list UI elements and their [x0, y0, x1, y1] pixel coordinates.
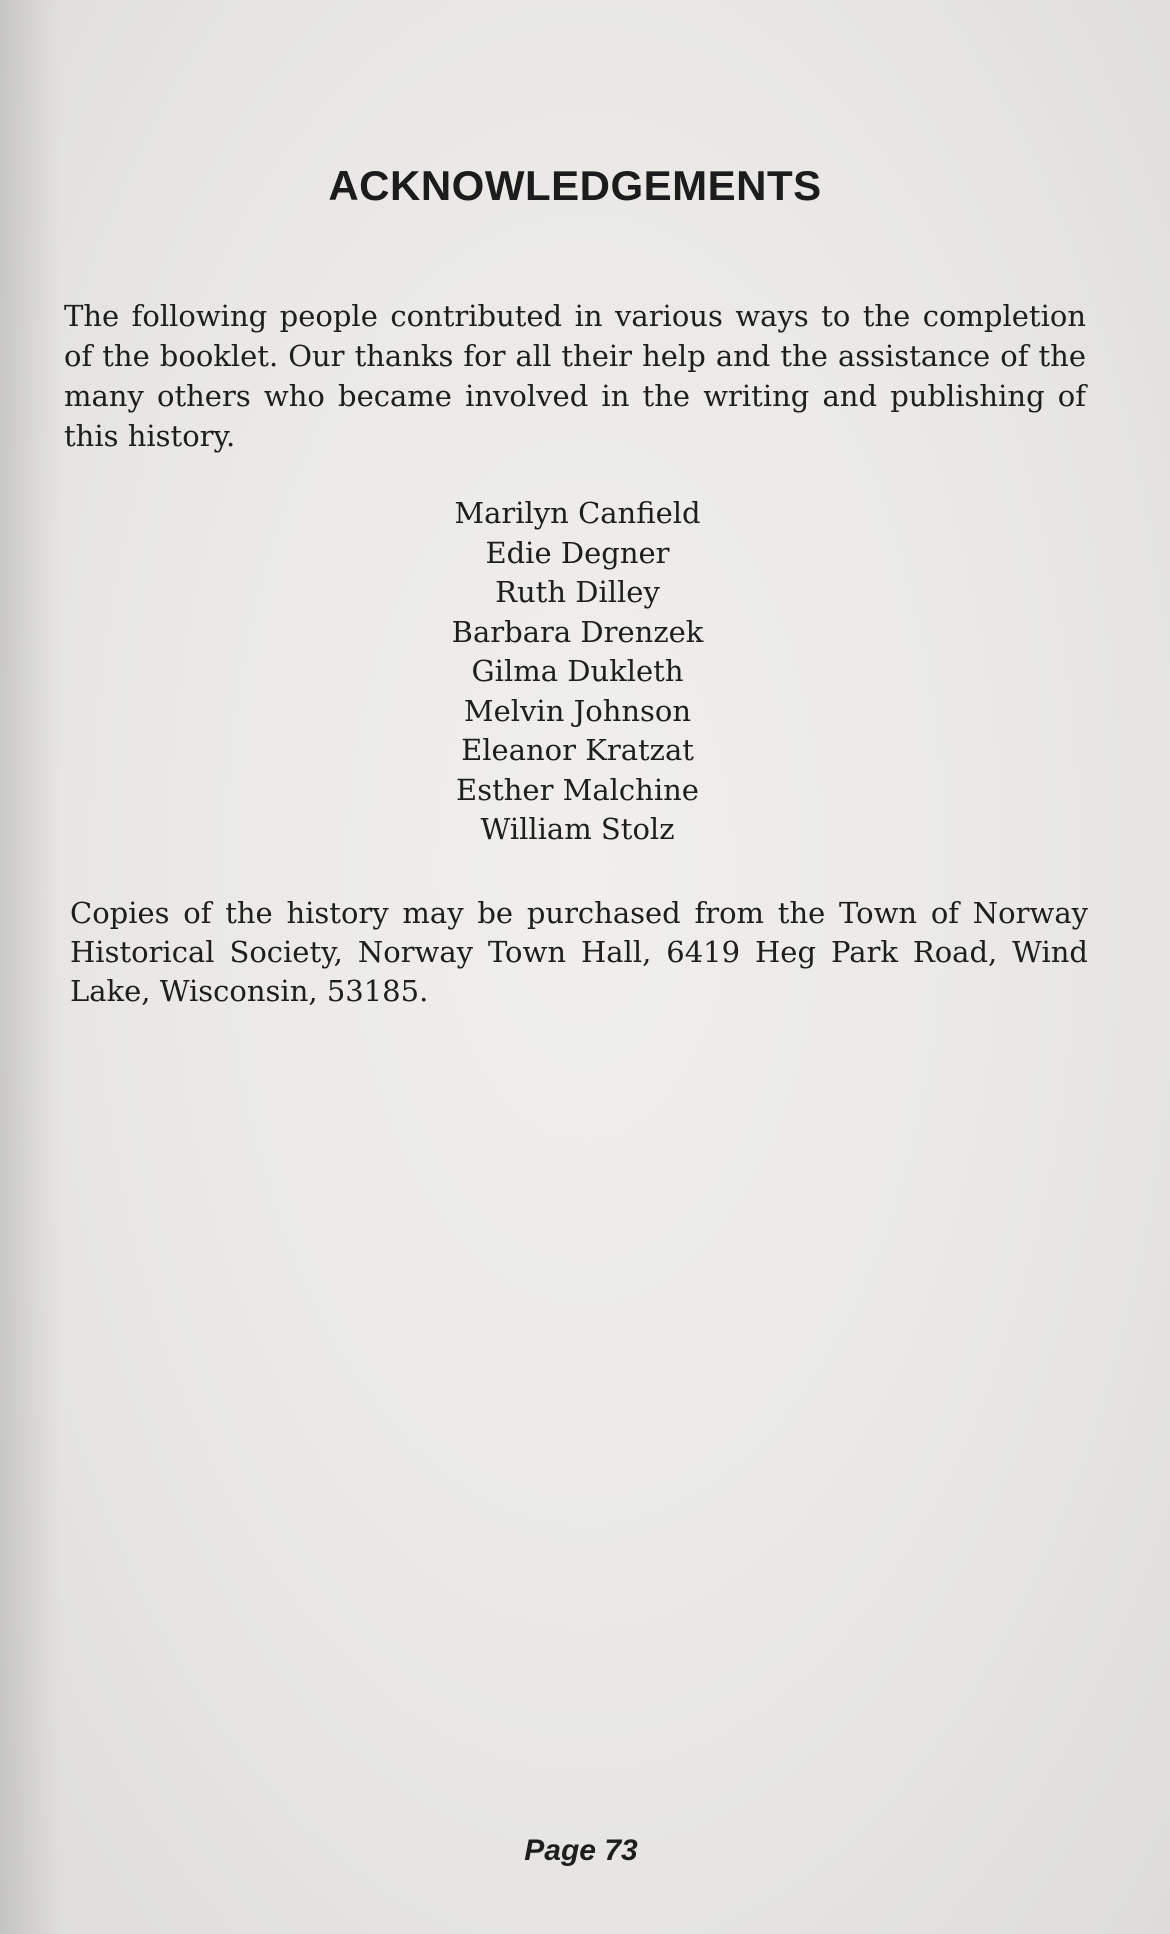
- page-title: ACKNOWLEDGEMENTS: [328, 162, 822, 209]
- contributor-name: Barbara Drenzek: [451, 614, 704, 649]
- intro-paragraph: The following people contributed in various ways to the completion of the booklet. Our thanks for all their help and the assistance of the many others who became involved in the writing and publishing of this history.: [64, 299, 1086, 453]
- purchase-note: Copies of the history may be purchased from the Town of Norway Historical Society, Norway Town Hall, 6419 Heg Park Road, Wind Lake, Wisconsin, 53185.: [70, 896, 1088, 1008]
- contributor-name: William Stolz: [480, 812, 675, 846]
- page-shadow: [0, 0, 60, 1934]
- contributor-name: Edie Degner: [485, 535, 670, 570]
- contributor-name: Eleanor Kratzat: [461, 733, 694, 767]
- contributor-name: Melvin Johnson: [463, 693, 692, 728]
- contributor-name: Ruth Dilley: [495, 575, 660, 609]
- contributor-name: Esther Malchine: [456, 772, 699, 807]
- page-number: Page 73: [524, 1834, 638, 1867]
- contributor-list: [0, 494, 1155, 850]
- contributor-name: Marilyn Canfield: [454, 496, 701, 530]
- contributor-name: Gilma Dukleth: [471, 654, 684, 688]
